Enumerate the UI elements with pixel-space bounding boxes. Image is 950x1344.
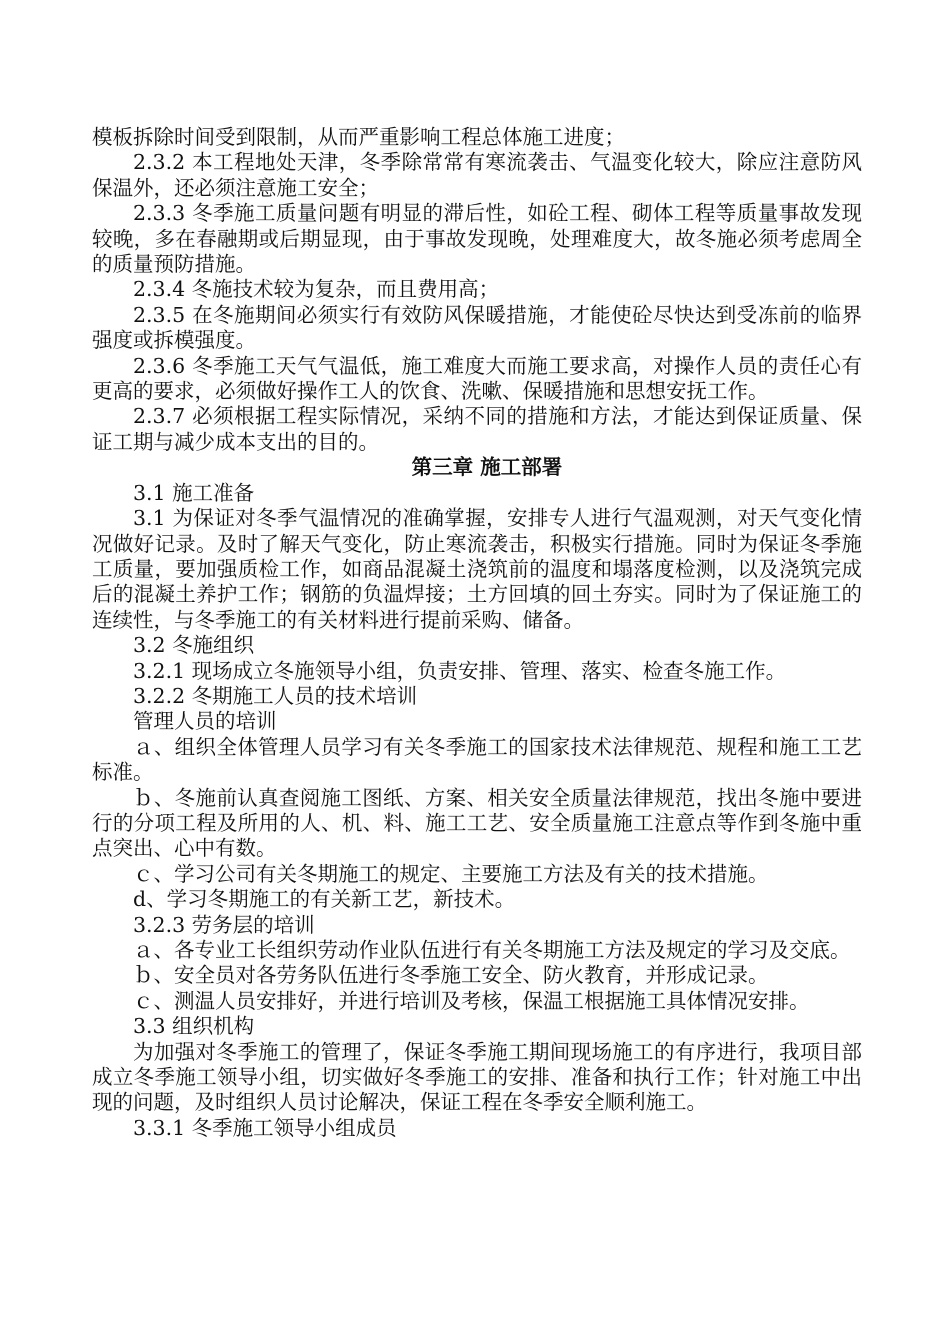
list-item-a-management: ａ、组织全体管理人员学习有关冬季施工的国家技术法律规范、规程和施工工艺标准。 xyxy=(92,734,862,785)
paragraph-2-3-2: 2.3.2 本工程地处天津，冬季除常常有寒流袭击、气温变化较大，除应注意防风保温外，还必须注意施工安全； xyxy=(92,150,862,200)
section-3-3-title: 3.3 组织机构 xyxy=(133,1014,255,1039)
paragraph-3-3: 为加强对冬季施工的管理了，保证冬季施工期间现场施工的有序进行，我项目部成立冬季施工领导小组，切实做好冬季施工的安排、准备和执行工作；针对施工中出现的问题，及时组织人员讨论解决，保证工程在冬季安全顺利施工。 xyxy=(92,1039,862,1115)
list-item-b-management: ｂ、冬施前认真查阅施工图纸、方案、相关安全质量法律规范，找出冬施中要进行的分项工程及所用的人、机、料、施工工艺、安全质量施工注意点等作到冬施中重点突出、心中有数。 xyxy=(92,785,862,861)
paragraph-3-2-1: 3.2.1 现场成立冬施领导小组，负责安排、管理、落实、检查冬施工作。 xyxy=(133,658,787,683)
list-item-b-labor: ｂ、安全员对各劳务队伍进行冬季施工安全、防火教育，并形成记录。 xyxy=(133,963,769,988)
chapter-heading: 第三章 施工部署 xyxy=(411,455,563,480)
section-3-1-title: 3.1 施工准备 xyxy=(133,480,255,505)
paragraph-3-2-3: 3.2.3 劳务层的培训 xyxy=(133,912,315,937)
paragraph-2-3-6: 2.3.6 冬季施工天气气温低，施工难度大而施工要求高，对操作人员的责任心有更高的要求，必须做好操作工人的饮食、洗嗽、保暖措施和思想安抚工作。 xyxy=(92,353,862,404)
paragraph-2-3-7: 2.3.7 必须根据工程实际情况，采纳不同的措施和方法，才能达到保证质量、保证工期与减少成本支出的目的。 xyxy=(92,404,862,454)
paragraph-3-1: 3.1 为保证对冬季气温情况的准确掌握，安排专人进行气温观测，对天气变化情况做好记录。及时了解天气变化，防止寒流袭击，积极实行措施。同时为保证冬季施工质量，要加强质检工作，如商品混凝土浇筑前的温度和塌落度检测，以及浇筑完成后的混凝土养护工作；钢筋的负温焊接；土方回填的回土夯实。同时为了保证施工的连续性，与冬季施工的有关材料进行提前采购、储备。 xyxy=(92,506,862,632)
paragraph-3-2-2: 3.2.2 冬期施工人员的技术培训 xyxy=(133,683,418,708)
paragraph-2-3-3: 2.3.3 冬季施工质量问题有明显的滞后性，如砼工程、砌体工程等质量事故发现较晚，多在春融期或后期显现，由于事故发现晚，处理难度大，故冬施必须考虑周全的质量预防措施。 xyxy=(92,201,862,277)
paragraph-2-3-5: 2.3.5 在冬施期间必须实行有效防风保暖措施，才能使砼尽快达到受冻前的临界强度或拆模强度。 xyxy=(92,302,862,353)
document-body xyxy=(92,125,862,1141)
paragraph-continuation: 模板拆除时间受到限制，从而严重影响工程总体施工进度； xyxy=(92,125,625,149)
paragraph-2-3-4: 2.3.4 冬施技术较为复杂，而且费用高； xyxy=(133,277,500,302)
list-item-c-management: ｃ、学习公司有关冬期施工的规定、主要施工方法及有关的技术措施。 xyxy=(133,861,769,886)
paragraph-3-3-1: 3.3.1 冬季施工领导小组成员 xyxy=(133,1115,397,1140)
paragraph-management-training: 管理人员的培训 xyxy=(133,709,277,734)
list-item-c-labor: ｃ、测温人员安排好，并进行培训及考核，保温工根据施工具体情况安排。 xyxy=(133,988,810,1013)
list-item-d-management: d、学习冬期施工的有关新工艺，新技术。 xyxy=(133,887,516,912)
list-item-a-labor: ａ、各专业工长组织劳动作业队伍进行有关冬期施工方法及规定的学习及交底。 xyxy=(133,938,851,962)
section-3-2-title: 3.2 冬施组织 xyxy=(133,633,255,658)
